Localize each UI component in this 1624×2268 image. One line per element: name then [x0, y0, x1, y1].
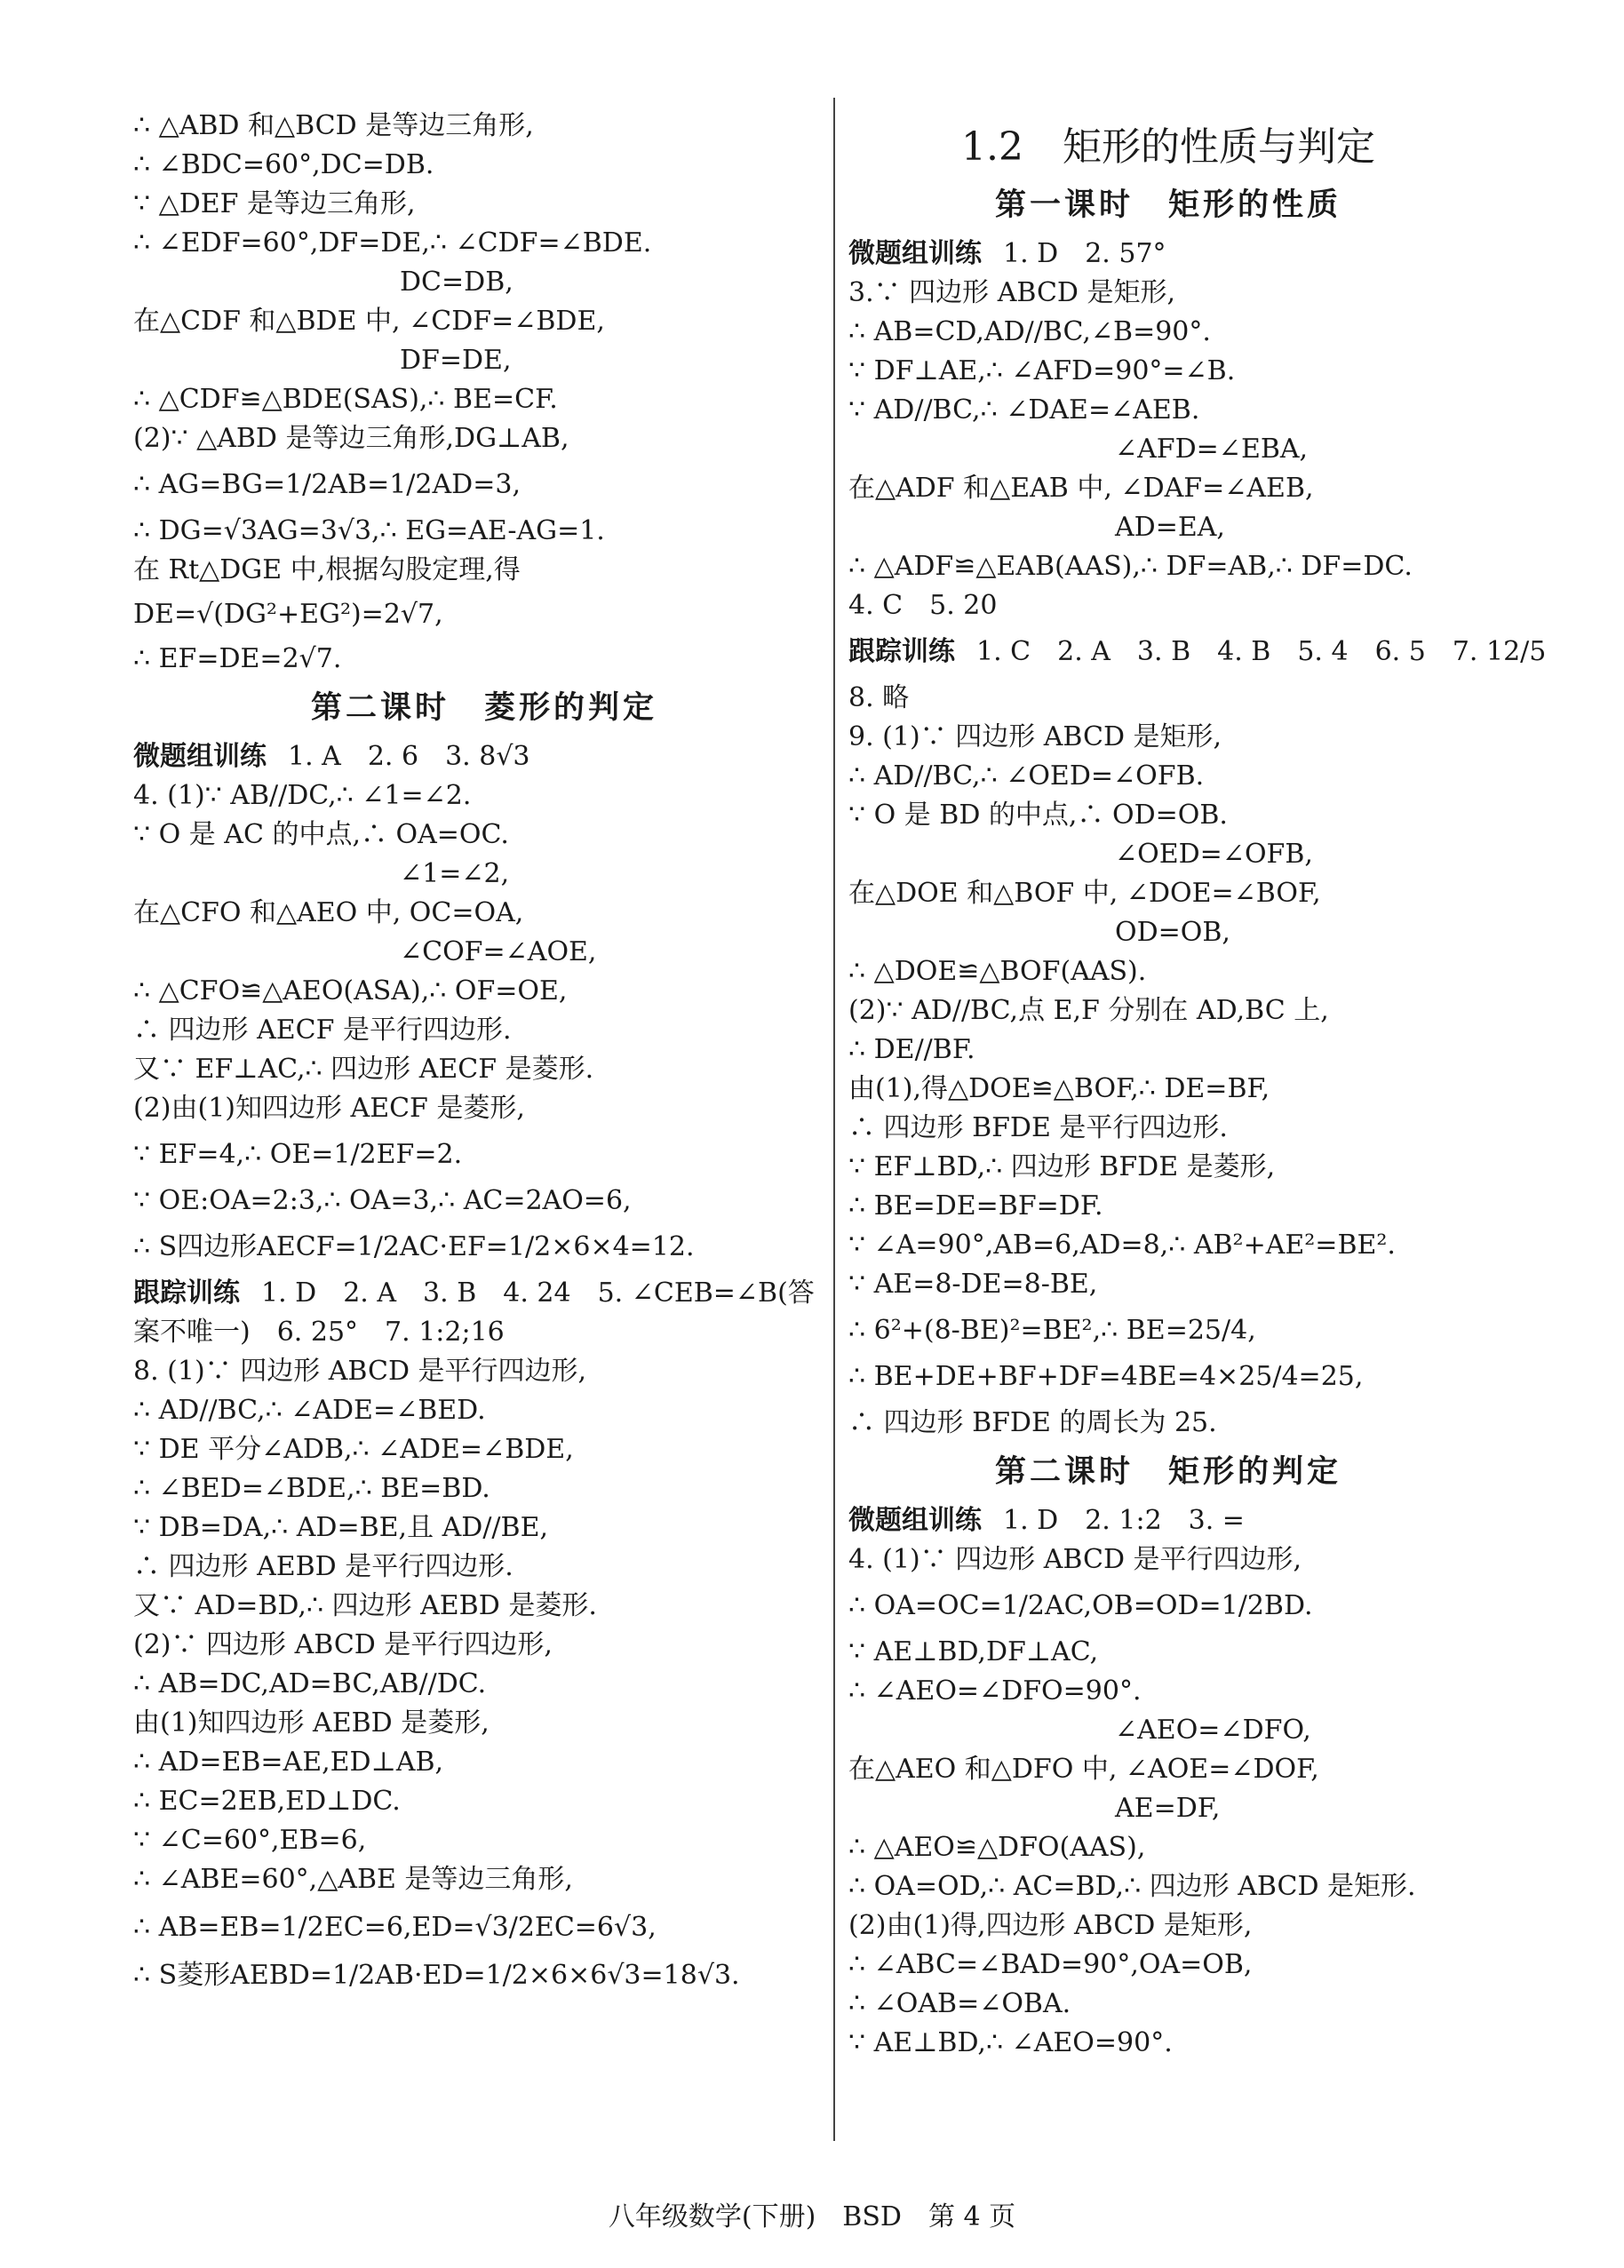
text-line: 在 Rt△DGE 中,根据勾股定理,得 — [133, 554, 521, 585]
text-line: ∴ △AEO≌△DFO(AAS), — [848, 1832, 1146, 1863]
lesson-heading: 第二课时 菱形的判定 — [310, 689, 657, 726]
text-line: ∵ DE 平分∠ADB,∴ ∠ADE=∠BDE, — [133, 1434, 574, 1465]
text-line: ∴ BE=DE=BF=DF. — [848, 1190, 1103, 1222]
text-line: 4. C 5. 20 — [848, 590, 998, 621]
text-line: (2)∵ 四边形 ABCD 是平行四边形, — [133, 1629, 553, 1660]
text-line: ∴ ∠EDF=60°,DF=DE,∴ ∠CDF=∠BDE. — [133, 227, 652, 259]
text-line: ∴ 6²+(8-BE)²=BE²,∴ BE=25/4, — [848, 1315, 1256, 1346]
text-line: 由(1),得△DOE≌△BOF,∴ DE=BF, — [848, 1073, 1270, 1104]
left-column — [133, 107, 835, 2004]
answer-line: 1. A 2. 6 3. 8√3 — [288, 741, 530, 772]
text-line: ∴ △DOE≌△BOF(AAS). — [848, 956, 1147, 987]
text-line: ∵ O 是 AC 的中点,∴ OA=OC. — [133, 819, 509, 850]
text-line: ∴ S菱形AEBD=1/2AB·ED=1/2×6×6√3=18√3. — [133, 1960, 740, 1991]
text-line: ∴ DG=√3AG=3√3,∴ EG=AE-AG=1. — [133, 515, 605, 546]
text-line: AE=DF, — [1115, 1793, 1221, 1824]
text-line: 在△DOE 和△BOF 中, ∠DOE=∠BOF, — [848, 878, 1321, 909]
text-line: (2)∵ AD//BC,点 E,F 分别在 AD,BC 上, — [848, 995, 1329, 1026]
text-line: ∴ ∠ABC=∠BAD=90°,OA=OB, — [848, 1949, 1253, 1980]
text-line: ∴ △ADF≌△EAB(AAS),∴ DF=AB,∴ DF=DC. — [848, 551, 1413, 582]
text-line: OD=OB, — [1115, 917, 1230, 948]
lesson-heading: 第一课时 矩形的性质 — [994, 187, 1341, 223]
text-line: (2)∵ △ABD 是等边三角形,DG⊥AB, — [133, 423, 569, 454]
text-line: ∵ AE⊥BD,DF⊥AC, — [848, 1636, 1099, 1667]
text-line: 在△ADF 和△EAB 中, ∠DAF=∠AEB, — [848, 473, 1314, 504]
text-line: 案不唯一) 6. 25° 7. 1:2;16 — [133, 1317, 505, 1348]
text-line: ∴ EF=DE=2√7. — [133, 643, 342, 674]
text-line: ∴ EC=2EB,ED⊥DC. — [133, 1786, 401, 1817]
text-line: ∵ ∠A=90°,AB=6,AD=8,∴ AB²+AE²=BE². — [848, 1229, 1396, 1261]
text-line: ∠1=∠2, — [400, 858, 510, 889]
text-line: 由(1)知四边形 AEBD 是菱形, — [133, 1707, 490, 1739]
text-line: ∴ AG=BG=1/2AB=1/2AD=3, — [133, 469, 521, 500]
text-line: ∴ ∠BED=∠BDE,∴ BE=BD. — [133, 1473, 490, 1504]
text-line: ∵ EF⊥BD,∴ 四边形 BFDE 是菱形, — [848, 1151, 1276, 1182]
text-line: ∴ AB=DC,AD=BC,AB//DC. — [133, 1668, 487, 1699]
text-line: ∴ △CDF≌△BDE(SAS),∴ BE=CF. — [133, 384, 558, 415]
text-line: ∵ O 是 BD 的中点,∴ OD=OB. — [848, 800, 1228, 831]
text-line: ∴ BE+DE+BF+DF=4BE=4×25/4=25, — [848, 1361, 1364, 1392]
text-line: ∴ S四边形AECF=1/2AC·EF=1/2×6×4=12. — [133, 1231, 695, 1262]
text-line: ∴ 四边形 AEBD 是平行四边形. — [133, 1551, 513, 1582]
text-line: ∴ ∠ABE=60°,△ABE 是等边三角形, — [133, 1864, 573, 1895]
text-line: ∴ AD//BC,∴ ∠OED=∠OFB. — [848, 760, 1205, 792]
right-column — [848, 107, 1547, 2063]
text-line: ∴ ∠AEO=∠DFO=90°. — [848, 1675, 1142, 1707]
exercise-block-label: 跟踪训练 — [133, 1277, 240, 1309]
text-line: 4. (1)∵ 四边形 ABCD 是平行四边形, — [848, 1544, 1302, 1575]
text-line: ∴ DE//BF. — [848, 1034, 975, 1065]
text-line: 3.∵ 四边形 ABCD 是矩形, — [848, 277, 1176, 308]
text-line: ∴ AD=EB=AE,ED⊥AB, — [133, 1747, 444, 1778]
text-line: 8. (1)∵ 四边形 ABCD 是平行四边形, — [133, 1356, 587, 1387]
text-line: ∴ AB=CD,AD//BC,∠B=90°. — [848, 316, 1211, 347]
answer-line: 1. D 2. 57° — [1003, 238, 1166, 269]
exercise-block-label: 跟踪训练 — [848, 636, 955, 667]
text-line: ∵ AE=8-DE=8-BE, — [848, 1269, 1098, 1300]
text-line: ∴ OA=OD,∴ AC=BD,∴ 四边形 ABCD 是矩形. — [848, 1871, 1416, 1902]
text-line: ∵ ∠C=60°,EB=6, — [133, 1825, 367, 1856]
text-line: ∵ △DEF 是等边三角形, — [133, 188, 416, 219]
text-line: (2)由(1)得,四边形 ABCD 是矩形, — [848, 1910, 1253, 1941]
text-line: 又∵ AD=BD,∴ 四边形 AEBD 是菱形. — [133, 1590, 597, 1621]
text-line: 在△CFO 和△AEO 中, OC=OA, — [133, 897, 524, 928]
exercise-block-label: 微题组训练 — [848, 1505, 982, 1536]
text-line: 4. (1)∵ AB//DC,∴ ∠1=∠2. — [133, 780, 472, 811]
text-line: ∠AFD=∠EBA, — [1115, 434, 1309, 465]
text-line: ∵ AD//BC,∴ ∠DAE=∠AEB. — [848, 394, 1200, 426]
text-line: ∠OED=∠OFB, — [1115, 839, 1313, 870]
text-line: 在△CDF 和△BDE 中, ∠CDF=∠BDE, — [133, 306, 605, 337]
exercise-block-label: 微题组训练 — [848, 238, 982, 269]
text-line: (2)由(1)知四边形 AECF 是菱形, — [133, 1093, 525, 1124]
text-line: ∴ △ABD 和△BCD 是等边三角形, — [133, 110, 534, 141]
text-line: ∴ 四边形 BFDE 是平行四边形. — [848, 1112, 1228, 1143]
text-line: ∵ DB=DA,∴ AD=BE,且 AD//BE, — [133, 1512, 549, 1543]
section-title: 1.2 矩形的性质与判定 — [961, 124, 1375, 170]
text-line: AD=EA, — [1115, 512, 1225, 543]
page-footer: 八年级数学(下册) BSD 第 4 页 — [608, 2201, 1016, 2232]
text-line: ∴ AB=EB=1/2EC=6,ED=√3/2EC=6√3, — [133, 1912, 657, 1943]
answer-line: 1. D 2. 1:2 3. = — [1003, 1505, 1245, 1536]
text-line: ∴ ∠BDC=60°,DC=DB. — [133, 149, 434, 180]
answer-line: 1. D 2. A 3. B 4. 24 5. ∠CEB=∠B(答 — [261, 1277, 815, 1309]
text-line: 9. (1)∵ 四边形 ABCD 是矩形, — [848, 721, 1222, 752]
exercise-block-label: 微题组训练 — [133, 741, 267, 772]
text-line: ∴ △CFO≌△AEO(ASA),∴ OF=OE, — [133, 975, 568, 1007]
text-line: ∵ DF⊥AE,∴ ∠AFD=90°=∠B. — [848, 355, 1236, 386]
text-line: ∴ OA=OC=1/2AC,OB=OD=1/2BD. — [848, 1590, 1313, 1621]
text-line: 8. 略 — [848, 682, 910, 713]
text-line: ∵ OE:OA=2:3,∴ OA=3,∴ AC=2AO=6, — [133, 1185, 632, 1216]
text-line: 在△AEO 和△DFO 中, ∠AOE=∠DOF, — [848, 1754, 1319, 1785]
text-line: ∵ EF=4,∴ OE=1/2EF=2. — [133, 1139, 463, 1170]
text-line: ∠AEO=∠DFO, — [1115, 1715, 1311, 1746]
text-line: ∴ 四边形 BFDE 的周长为 25. — [848, 1407, 1217, 1438]
text-line: ∴ ∠OAB=∠OBA. — [848, 1988, 1071, 2019]
text-line: 又∵ EF⊥AC,∴ 四边形 AECF 是菱形. — [133, 1054, 594, 1085]
text-line: ∵ AE⊥BD,∴ ∠AEO=90°. — [848, 2027, 1173, 2058]
answer-line: 1. C 2. A 3. B 4. B 5. 4 6. 5 7. 12/5 — [976, 636, 1547, 667]
text-line: DC=DB, — [400, 267, 513, 298]
text-line: ∴ 四边形 AECF 是平行四边形. — [133, 1015, 512, 1046]
text-line: ∴ AD//BC,∴ ∠ADE=∠BED. — [133, 1395, 486, 1426]
text-line: ∠COF=∠AOE, — [400, 936, 597, 967]
text-line: DF=DE, — [400, 345, 512, 376]
lesson-heading: 第二课时 矩形的判定 — [994, 1453, 1341, 1490]
text-line: DE=√(DG²+EG²)=2√7, — [133, 599, 443, 630]
